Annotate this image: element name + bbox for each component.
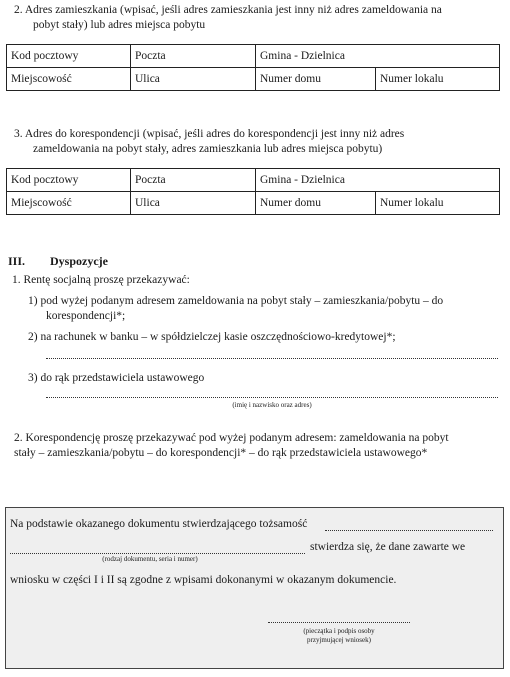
residence-address-table — [6, 44, 500, 91]
payment-instruction: 1. Rentę socjalną proszę przekazywać: — [12, 274, 190, 286]
verification-line-1: Na podstawie okazanego dokumentu stwierdzającego tożsamość — [10, 518, 308, 530]
postal-code-label: Kod pocztowy — [7, 169, 131, 192]
house-number-label: Numer domu — [256, 68, 376, 91]
section-title: Dyspozycje — [50, 254, 108, 268]
municipality-label: Gmina - Dzielnica — [256, 45, 500, 68]
option-3: 3) do rąk przedstawiciela ustawowego — [28, 372, 205, 384]
section-3-line-1: 3. Adres do korespondencji (wpisać, jeśli adres do korespondencji jest inny niż adres — [14, 128, 405, 140]
option-1-line-2: korespondencji*; — [46, 310, 126, 322]
post-office-label: Poczta — [131, 45, 256, 68]
correspondence-instruction-line-1: 2. Korespondencję proszę przekazywać pod wyżej podanym adresem: zameldowania na pobyt — [14, 432, 449, 444]
correspondence-instruction-line-2: stały – zamieszkania/pobytu – do korespondencji* – do rąk przedstawiciela ustawowego* — [14, 447, 428, 459]
city-label: Miejscowość — [7, 192, 131, 215]
post-office-label: Poczta — [131, 169, 256, 192]
stamp-signature-line[interactable] — [268, 622, 410, 623]
option-1-line-1: 1) pod wyżej podanym adresem zameldowania na pobyt stały – zamieszkania/pobytu – do — [28, 295, 444, 307]
representative-caption: (imię i nazwisko oraz adres) — [232, 401, 312, 409]
verification-line-3: wniosku w części I i II są zgodne z wpisami dokonanymi w okazanym dokumencie. — [10, 574, 397, 586]
house-number-label: Numer domu — [256, 192, 376, 215]
section-2-line-2: pobyt stały) lub adres miejsca pobytu — [33, 19, 206, 31]
street-label: Ulica — [131, 192, 256, 215]
apartment-number-label: Numer lokalu — [376, 192, 500, 215]
correspondence-address-table — [6, 168, 500, 215]
bank-account-line[interactable] — [46, 358, 498, 359]
section-roman-numeral: III. — [8, 254, 26, 268]
municipality-label: Gmina - Dzielnica — [256, 169, 500, 192]
verification-line-2: stwierdza się, że dane zawarte we — [310, 541, 466, 553]
stamp-caption-line-1: (pieczątka i podpis osoby — [303, 627, 375, 635]
document-details-line[interactable] — [10, 553, 305, 554]
section-3-line-2: zameldowania na pobyt stały, adres zamieszkania lub adres miejsca pobytu) — [33, 143, 383, 155]
identity-document-line[interactable] — [325, 530, 493, 531]
stamp-caption-line-2: przyjmującej wniosek) — [307, 636, 371, 644]
postal-code-label: Kod pocztowy — [7, 45, 131, 68]
street-label: Ulica — [131, 68, 256, 91]
option-2: 2) na rachunek w banku – w spółdzielczej kasie oszczędnościowo-kredytowej*; — [28, 331, 396, 343]
city-label: Miejscowość — [7, 68, 131, 91]
section-2-line-1: 2. Adres zamieszkania (wpisać, jeśli adres zamieszkania jest inny niż adres zameldowania na — [14, 4, 442, 16]
apartment-number-label: Numer lokalu — [376, 68, 500, 91]
document-caption: (rodzaj dokumentu, seria i numer) — [102, 555, 198, 563]
representative-line[interactable] — [46, 397, 498, 398]
